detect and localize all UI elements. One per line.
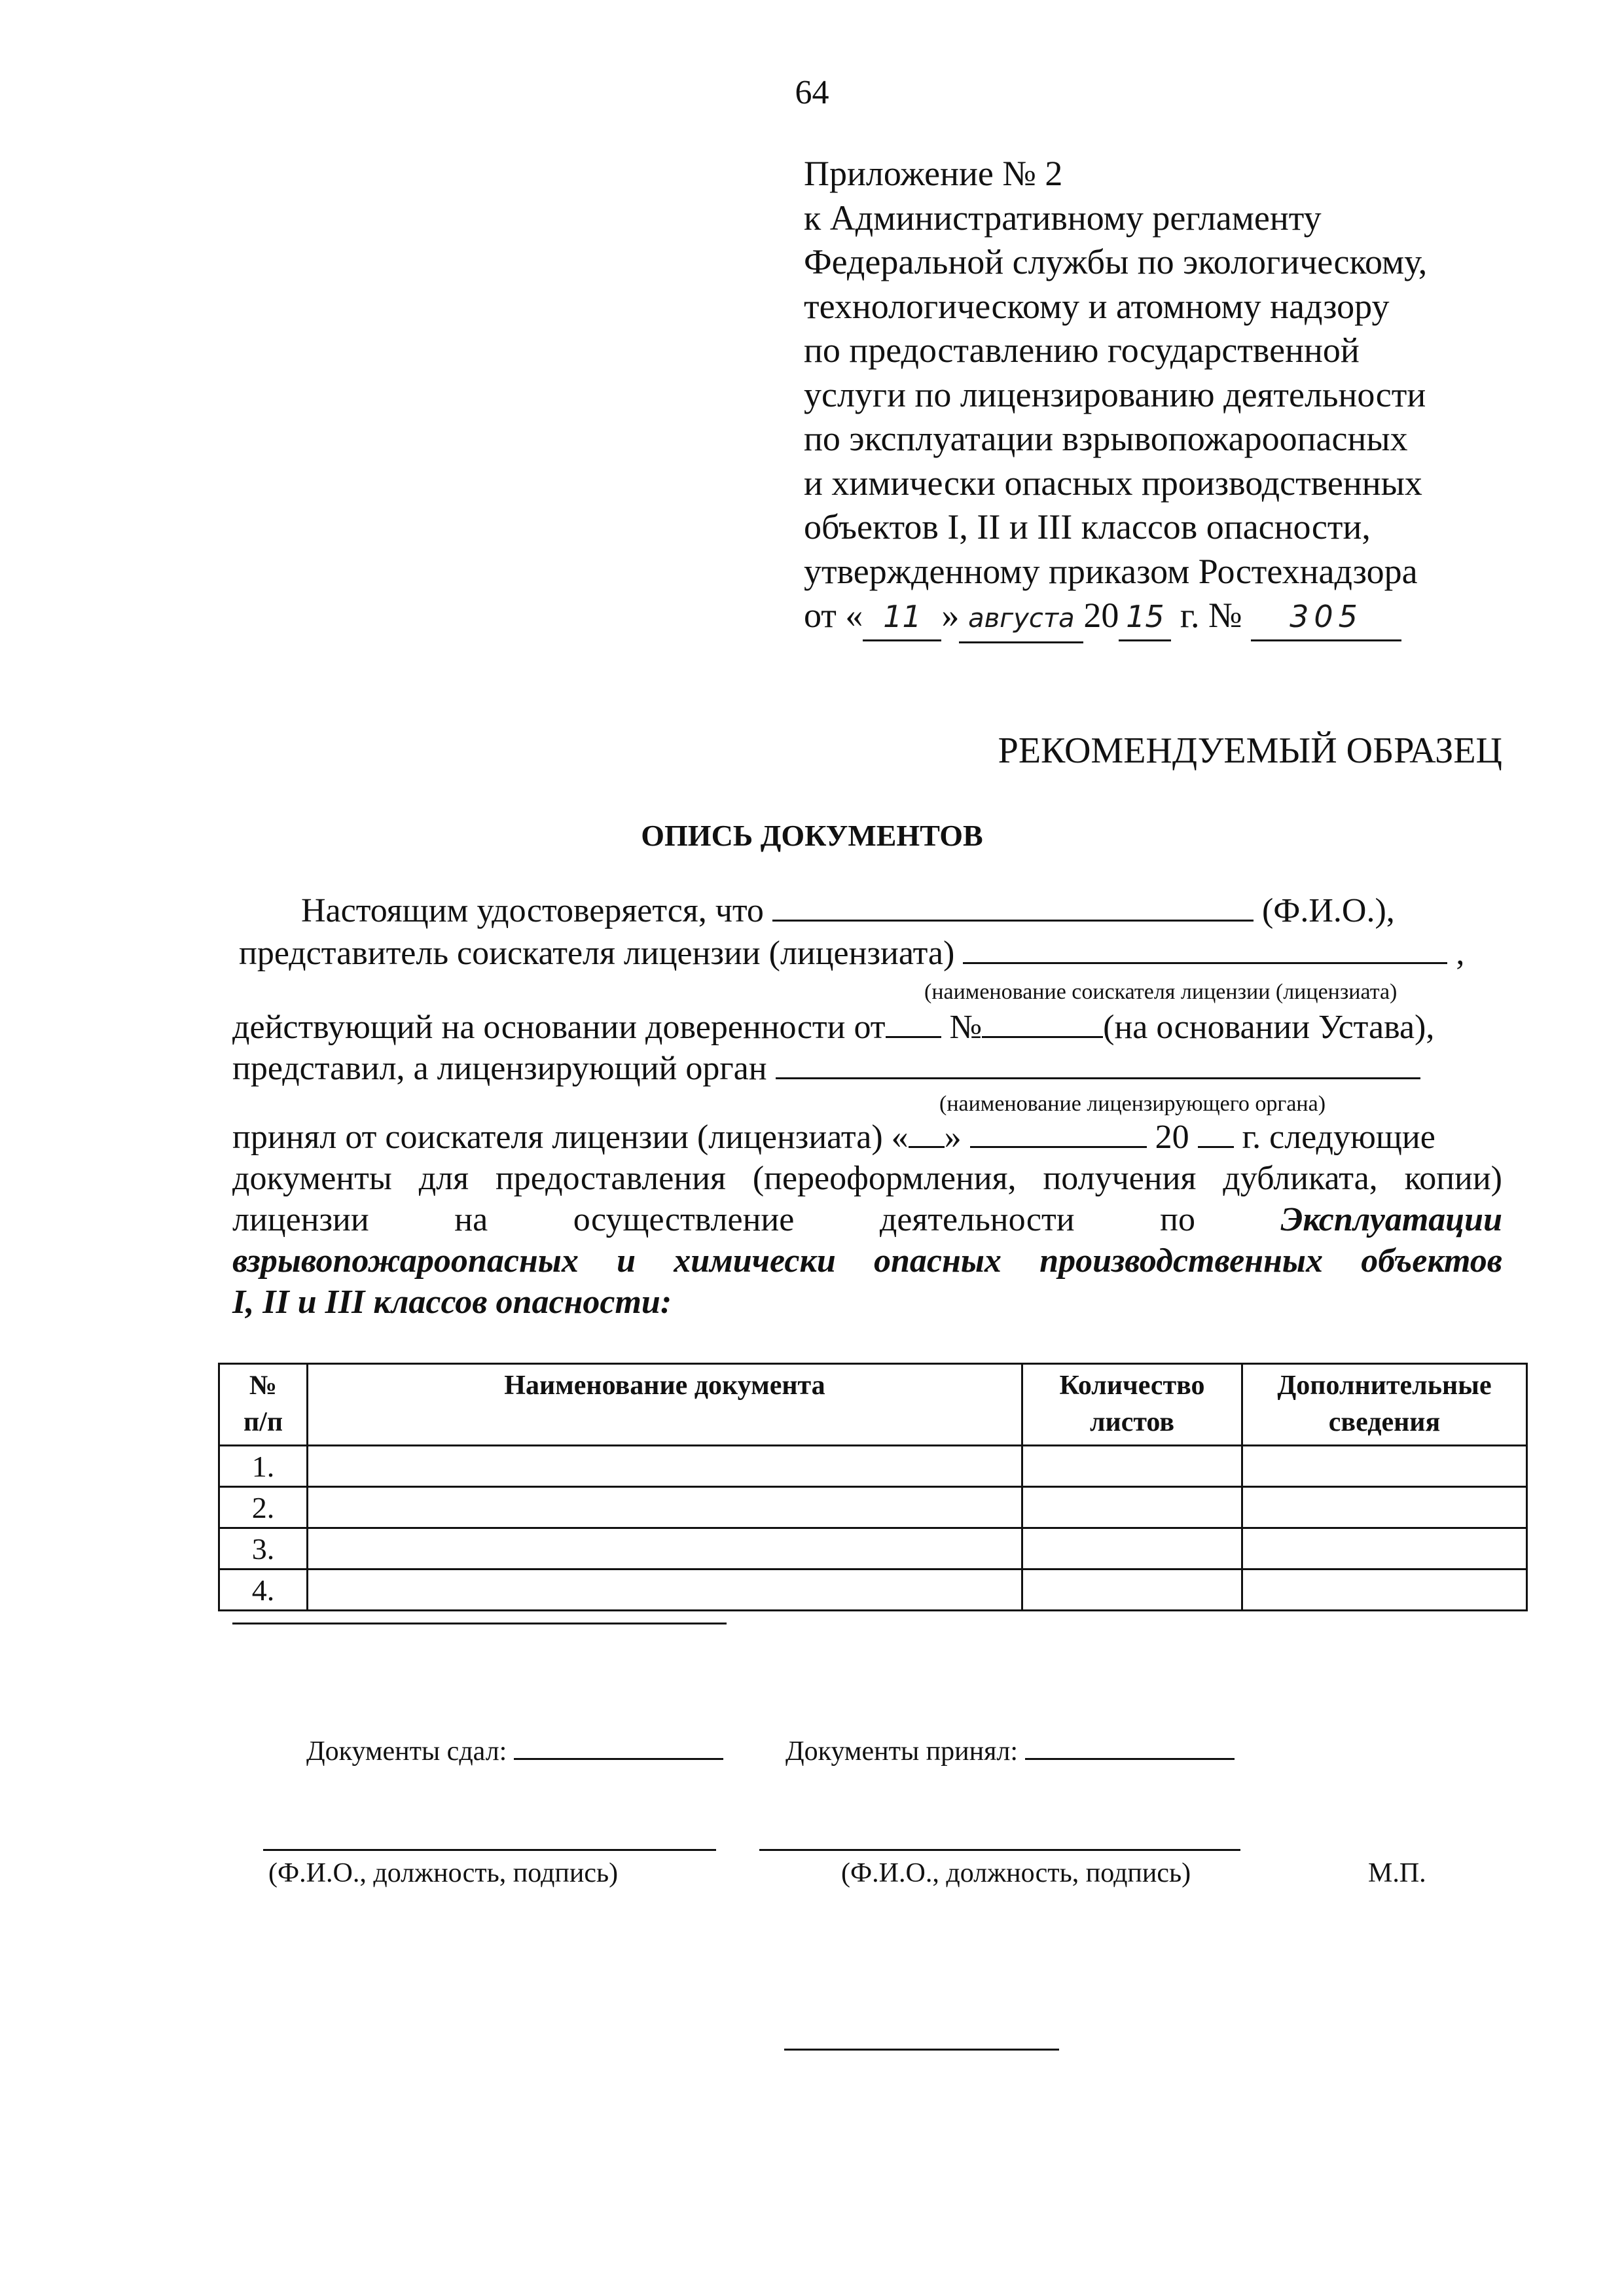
end-divider — [784, 2049, 1059, 2051]
word: лицензии — [232, 1201, 369, 1238]
word: деятельности — [879, 1201, 1075, 1238]
appendix-line: по эксплуатации взрывопожароопасных — [804, 419, 1408, 458]
header-count-line1: Количество — [1059, 1371, 1205, 1401]
paragraph-line-4: I, II и III классов опасности: — [232, 1283, 672, 1321]
fio-caption-left: (Ф.И.О., должность, подпись) — [268, 1858, 619, 1888]
cell-extra-info[interactable] — [1242, 1528, 1527, 1570]
stamp-label: М.П. — [1368, 1858, 1426, 1888]
delivered-blank[interactable] — [514, 1758, 723, 1760]
accepted-label: Документы принял: — [785, 1736, 1019, 1767]
year-prefix: 20 — [1083, 596, 1119, 635]
representative-label: представитель соискателя лицензии (лицензиата) — [239, 935, 955, 972]
authority-note: (наименование лицензирующего органа) — [939, 1092, 1326, 1116]
header-document-name: Наименование документа — [308, 1364, 1022, 1446]
applicant-blank[interactable] — [963, 962, 1447, 964]
header-extra-line2: сведения — [1328, 1407, 1441, 1437]
document-title: ОПИСЬ ДОКУМЕНТОВ — [641, 819, 983, 852]
year-label: г. № — [1171, 596, 1242, 635]
month-handwritten: августа — [959, 597, 1083, 643]
table-row — [219, 1487, 1527, 1528]
word: по — [1160, 1201, 1195, 1238]
appendix-line: и химически опасных производственных — [804, 463, 1422, 503]
inventory-table — [218, 1363, 1528, 1611]
date-prefix: от « — [804, 596, 863, 635]
accepted-quote-close: » — [944, 1119, 962, 1156]
appendix-block — [804, 152, 1557, 643]
number-sign: № — [949, 1009, 983, 1046]
header-number-line1: № — [249, 1371, 278, 1401]
page-number: 64 — [795, 74, 829, 111]
word: на — [454, 1201, 488, 1238]
footnote-divider — [232, 1623, 727, 1624]
fio-label: (Ф.И.О.), — [1261, 892, 1395, 929]
accepted-year: 20 — [1155, 1119, 1189, 1156]
certify-prefix: Настоящим удостоверяется, что — [301, 892, 764, 929]
accepted-day-blank[interactable] — [909, 1146, 945, 1148]
charter-label: (на основании Устава), — [1103, 1009, 1435, 1046]
order-number-handwritten: 305 — [1251, 595, 1401, 641]
fio-caption-right: (Ф.И.О., должность, подпись) — [841, 1858, 1191, 1888]
table-row — [219, 1570, 1527, 1611]
appendix-line: Приложение № 2 — [804, 154, 1063, 193]
signature-line-right[interactable] — [759, 1849, 1240, 1851]
row-number: 4. — [219, 1570, 308, 1611]
paragraph-line-2 — [232, 1200, 1502, 1239]
applicant-note: (наименование соискателя лицензии (лицензиата) — [924, 980, 1398, 1004]
cell-document-name[interactable] — [308, 1528, 1022, 1570]
paragraph-line-1: документы для предоставления (переоформления, получения дубликата, копии) — [232, 1160, 1502, 1197]
paragraph-line-3: взрывопожароопасных и химически опасных производственных объектов — [232, 1242, 1502, 1280]
accepted-blank[interactable] — [1025, 1758, 1235, 1760]
sample-label: РЕКОМЕНДУЕМЫЙ ОБРАЗЕЦ — [998, 730, 1502, 771]
appendix-line: утвержденному приказом Ростехнадзора — [804, 551, 1418, 591]
appendix-line: услуги по лицензированию деятельности — [804, 374, 1426, 414]
acting-line — [232, 1008, 1434, 1047]
cell-sheet-count[interactable] — [1022, 1487, 1242, 1528]
appendix-line: Федеральной службы по экологическому, — [804, 242, 1428, 281]
appendix-line: объектов I, II и III классов опасности, — [804, 507, 1371, 547]
accepted-year-blank[interactable] — [1198, 1146, 1234, 1148]
certify-line — [301, 891, 1395, 930]
accepted-line — [232, 1118, 1435, 1157]
signature-line-left[interactable] — [263, 1849, 716, 1851]
header-number — [219, 1364, 308, 1446]
header-sheet-count — [1022, 1364, 1242, 1446]
row-number: 1. — [219, 1446, 308, 1487]
appendix-date-line — [804, 594, 1557, 643]
power-of-attorney-number-blank[interactable] — [982, 1036, 1103, 1038]
representative-line — [239, 934, 1464, 973]
day-handwritten: 11 — [863, 595, 941, 641]
month-separator: » — [941, 596, 960, 635]
appendix-line: к Административному регламенту — [804, 198, 1322, 238]
row-number: 2. — [219, 1487, 308, 1528]
table-row — [219, 1446, 1527, 1487]
accepted-suffix: г. следующие — [1242, 1119, 1435, 1156]
submitted-line — [232, 1049, 1420, 1088]
activity-word: Эксплуатации — [1280, 1201, 1503, 1238]
fio-blank[interactable] — [772, 920, 1254, 922]
cell-sheet-count[interactable] — [1022, 1446, 1242, 1487]
table-row — [219, 1528, 1527, 1570]
cell-extra-info[interactable] — [1242, 1446, 1527, 1487]
appendix-line: по предоставлению государственной — [804, 331, 1360, 370]
year-handwritten: 15 — [1119, 595, 1171, 641]
submitted-label: представил, а лицензирующий орган — [232, 1050, 767, 1087]
cell-document-name[interactable] — [308, 1570, 1022, 1611]
authority-blank[interactable] — [776, 1077, 1420, 1079]
cell-sheet-count[interactable] — [1022, 1570, 1242, 1611]
power-of-attorney-date-blank[interactable] — [886, 1036, 941, 1038]
word: осуществление — [573, 1201, 795, 1238]
table-header-row — [219, 1364, 1527, 1446]
accepted-prefix: принял от соискателя лицензии (лицензиата) « — [232, 1119, 909, 1156]
delivered-line — [306, 1736, 723, 1767]
cell-extra-info[interactable] — [1242, 1487, 1527, 1528]
cell-document-name[interactable] — [308, 1487, 1022, 1528]
acting-prefix: действующий на основании доверенности от — [232, 1009, 886, 1046]
accepted-signature-line — [785, 1736, 1235, 1767]
cell-extra-info[interactable] — [1242, 1570, 1527, 1611]
cell-sheet-count[interactable] — [1022, 1528, 1242, 1570]
header-extra-line1: Дополнительные — [1277, 1371, 1492, 1401]
comma: , — [1456, 935, 1465, 972]
header-number-line2: п/п — [243, 1407, 283, 1437]
cell-document-name[interactable] — [308, 1446, 1022, 1487]
appendix-line: технологическому и атомному надзору — [804, 286, 1390, 326]
accepted-month-blank[interactable] — [970, 1146, 1147, 1148]
header-extra-info — [1242, 1364, 1527, 1446]
row-number: 3. — [219, 1528, 308, 1570]
header-count-line2: листов — [1089, 1407, 1175, 1437]
delivered-label: Документы сдал: — [306, 1736, 507, 1767]
